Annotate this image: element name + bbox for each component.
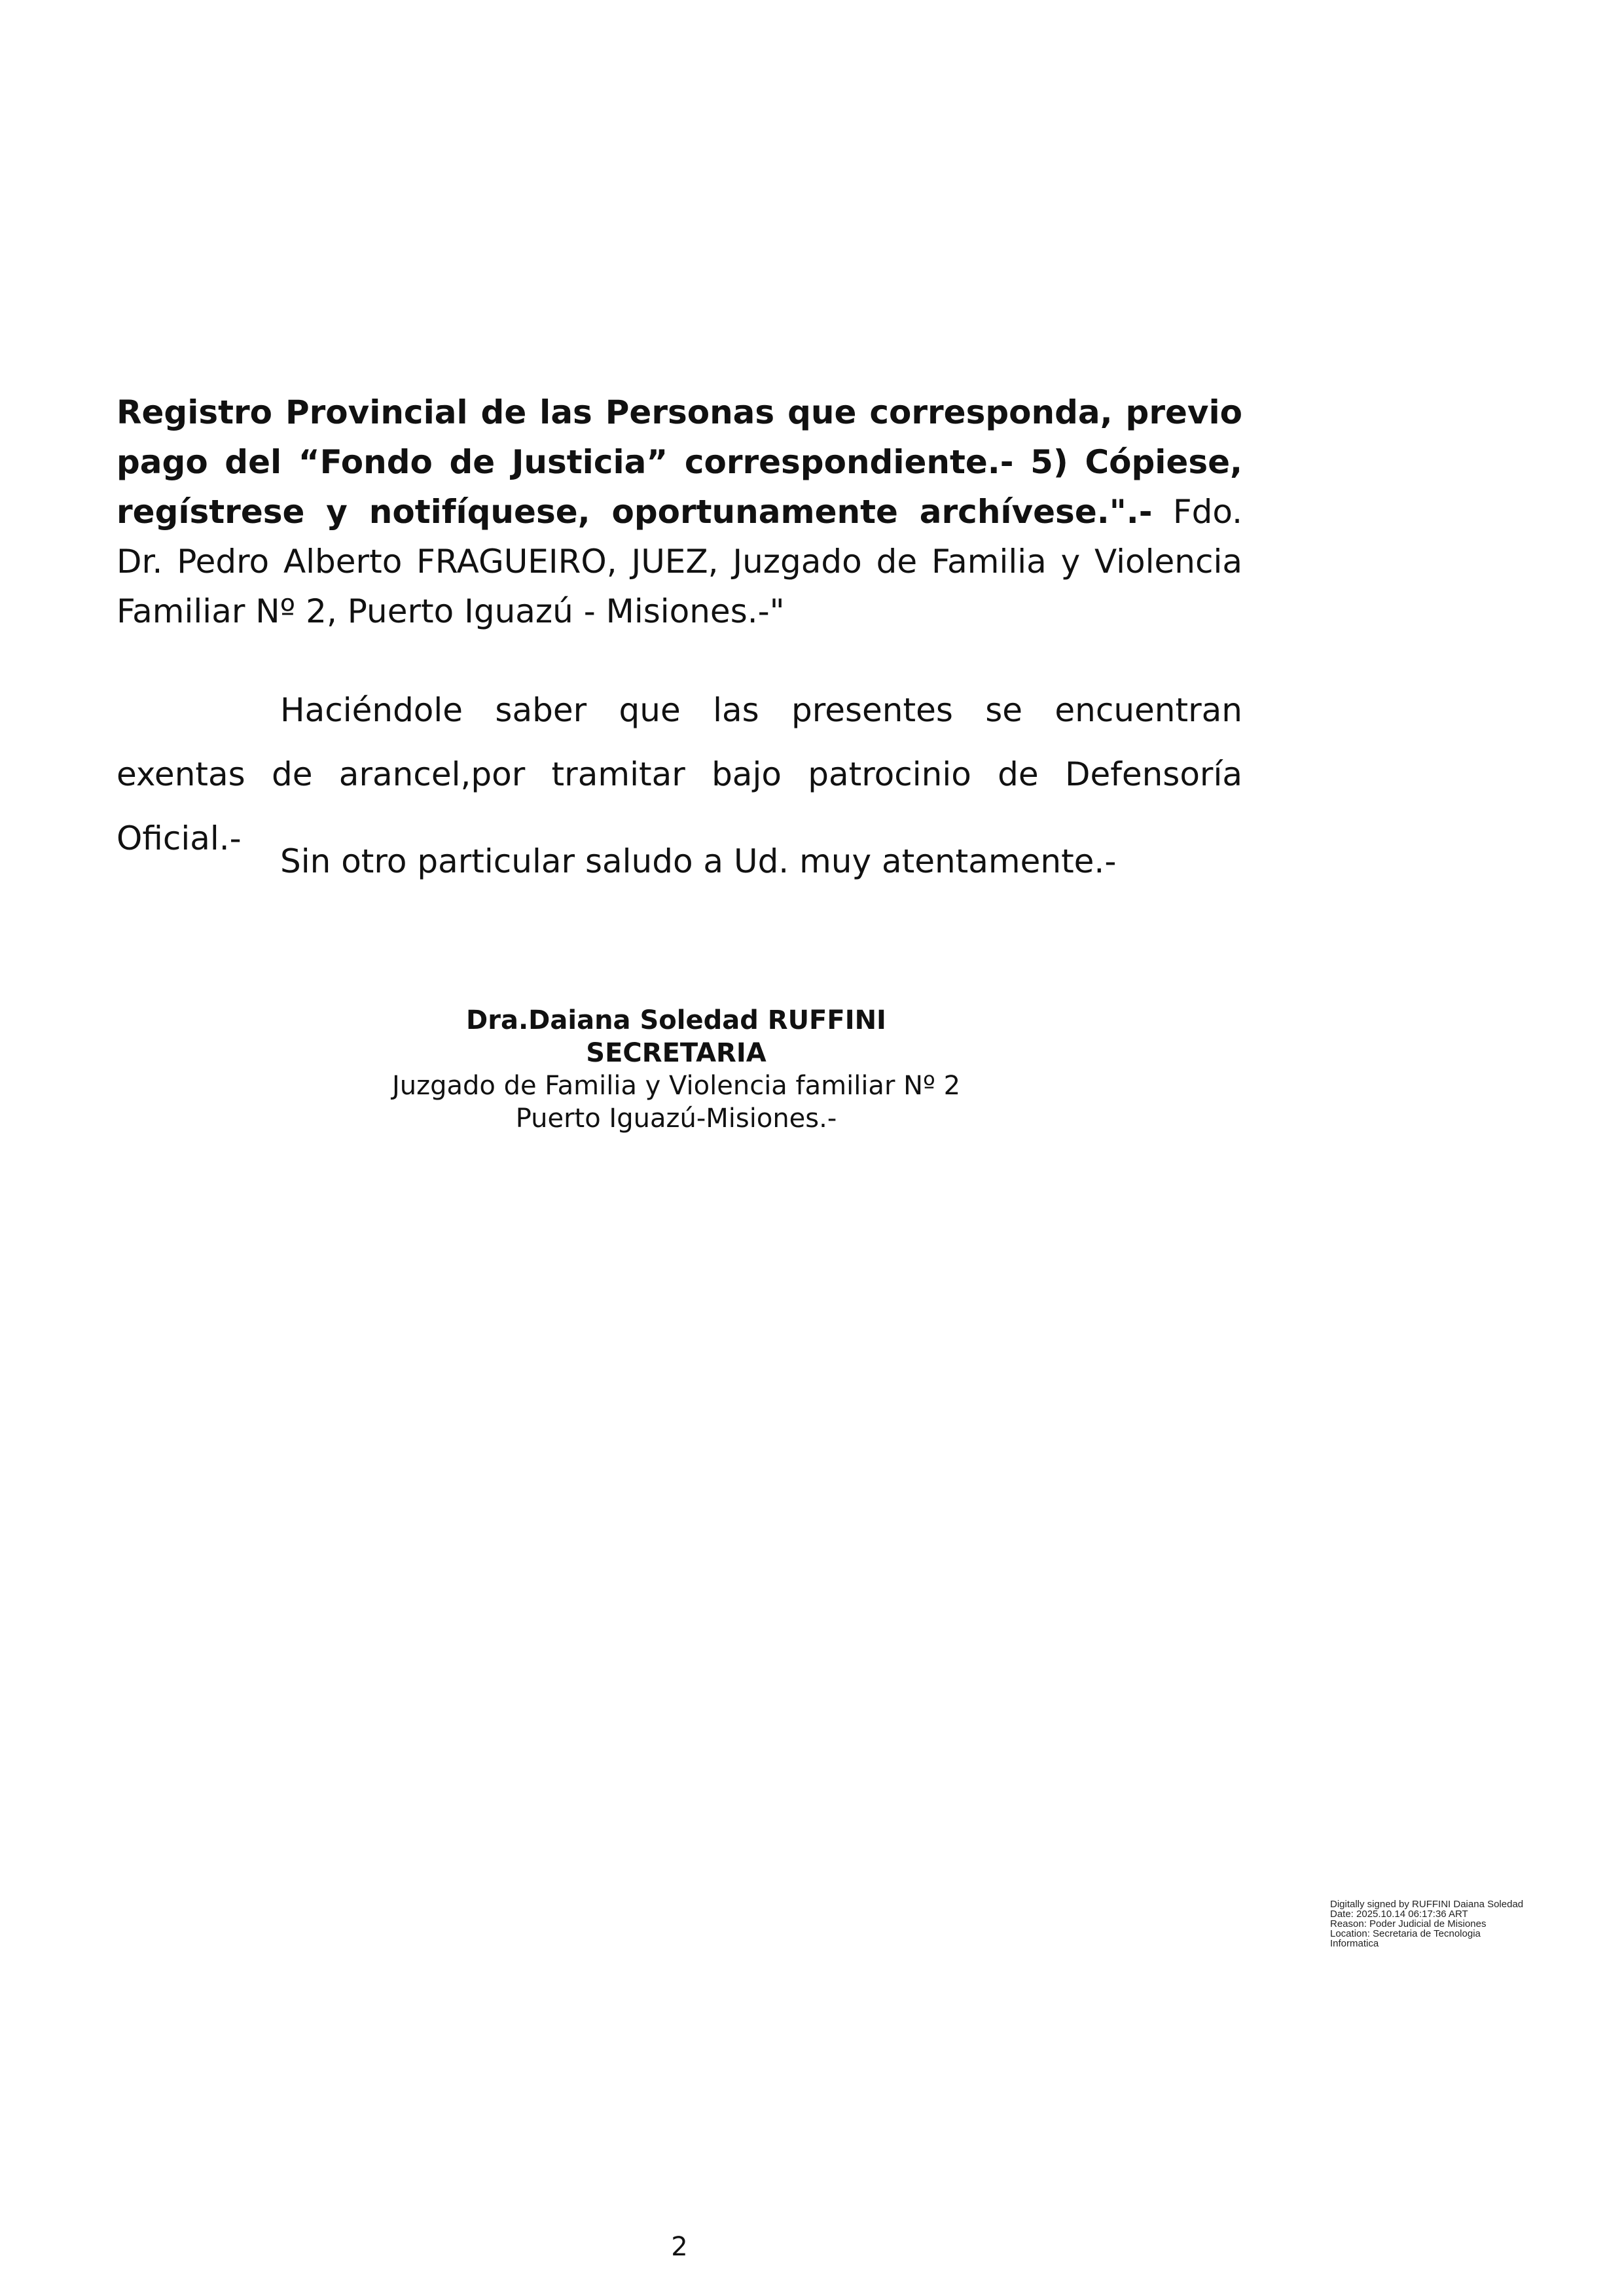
signature-block <box>313 1004 1039 1135</box>
body-paragraph-exemption: Haciéndole saber que las presentes se encuentran exentas de arancel,por tramitar bajo patrocinio de Defensoría Oficial.- <box>117 691 1242 857</box>
digital-signature-stamp <box>1330 1899 1526 1948</box>
page-number: 2 <box>671 2232 688 2262</box>
digital-signature-signed-by: Digitally signed by RUFFINI Daiana Soledad <box>1330 1899 1524 1910</box>
digital-signature-date: Date: 2025.10.14 06:17:36 ART <box>1330 1909 1468 1920</box>
body-paragraph-resolution <box>117 387 1242 636</box>
digital-signature-location: Location: Secretaria de Tecnologia Informatica <box>1330 1928 1481 1949</box>
signer-title: SECRETARIA <box>586 1038 767 1068</box>
resolution-signature-text: Fdo. Dr. Pedro Alberto FRAGUEIRO, JUEZ, Juzgado de Familia y Violencia Familiar Nº 2, Puerto Iguazú - Misiones.-" <box>117 493 1243 630</box>
body-paragraph-closing: Sin otro particular saludo a Ud. muy atentamente.- <box>280 842 1117 880</box>
resolution-bold-text: Registro Provincial de las Personas que corresponda, previo pago del “Fondo de Justicia” correspondiente.- 5) Cópiese, regístrese y notifíquese, oportunamente archívese.".- <box>117 393 1242 531</box>
signer-name: Dra.Daiana Soledad RUFFINI <box>466 1005 886 1035</box>
signer-location: Puerto Iguazú-Misiones.- <box>515 1103 837 1134</box>
signer-court: Juzgado de Familia y Violencia familiar Nº 2 <box>391 1071 961 1101</box>
digital-signature-reason: Reason: Poder Judicial de Misiones <box>1330 1918 1487 1929</box>
